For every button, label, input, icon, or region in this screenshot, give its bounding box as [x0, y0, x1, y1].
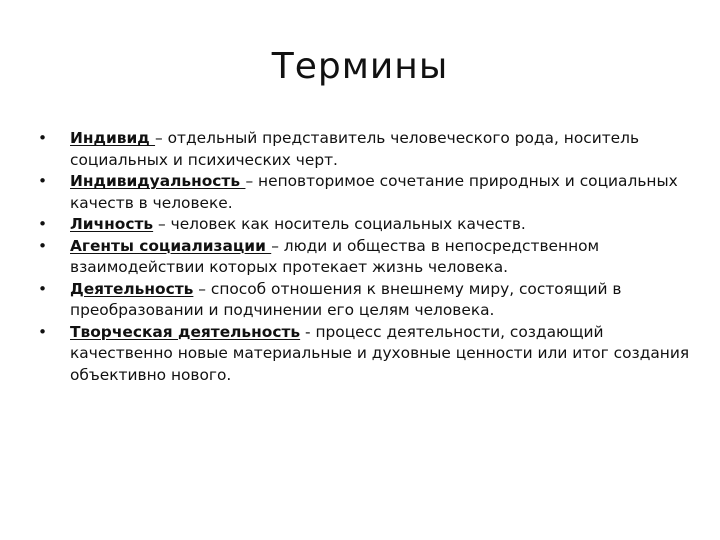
term-definition: - процесс деятельности, создающий качественно новые материальные и духовные ценности или итог создания объективно нового. — [70, 322, 690, 384]
slide-title: Термины — [271, 46, 449, 87]
term-word: Индивид — [70, 129, 156, 147]
term-definition: – неповторимое сочетание природных и социальных качеств в человеке. — [70, 172, 678, 212]
term-word: Творческая деятельность — [70, 322, 301, 341]
list-item-individ — [38, 128, 698, 171]
term-definition: – люди и общества в непосредственном взаимодействии которых протекает жизнь человека. — [70, 236, 600, 276]
list-item-deyatelnost — [38, 279, 698, 322]
term-definition: – способ отношения к внешнему миру, состоящий в преобразовании и подчинении его целям человека. — [70, 279, 622, 319]
term-word: Деятельность — [70, 279, 194, 298]
list-item-lichnost — [38, 214, 698, 236]
bullet-icon: • — [38, 236, 48, 255]
term-definition: – отдельный представитель человеческого рода, носитель социальных и психических черт. — [70, 129, 640, 169]
term-list — [38, 128, 698, 386]
term-definition: – человек как носитель социальных качеств. — [153, 215, 526, 233]
term-word: Индивидуальность — [70, 172, 246, 190]
bullet-icon: • — [38, 322, 48, 341]
list-item-individualnost — [38, 171, 698, 214]
term-word: Агенты социализации — [70, 236, 272, 255]
bullet-icon: • — [38, 279, 48, 298]
list-item-agenty-socializacii — [38, 236, 698, 279]
bullet-icon: • — [38, 172, 48, 190]
bullet-icon: • — [38, 129, 48, 147]
list-item-tvorcheskaya-deyatelnost — [38, 322, 698, 387]
bullet-icon: • — [38, 215, 48, 233]
term-word: Личность — [70, 215, 154, 233]
